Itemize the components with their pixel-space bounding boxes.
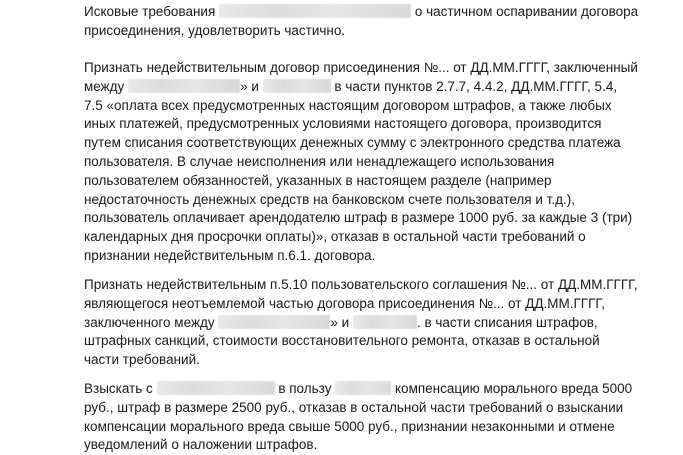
text-line: иных платежей, предусмотренных условиями настоящего договора, производится (84, 116, 602, 132)
text-fragment: заключенного между (84, 314, 215, 330)
text-line: пользователь оплачивает арендодателю штраф в размере 1000 руб. за каждые 3 (три) (84, 210, 633, 226)
text-line: Признать недействительным договор присоединения №... от ДД.ММ.ГГГГ, заключенный (84, 60, 638, 75)
text-line: части требований. (84, 352, 200, 368)
paragraph-user-agreement-invalid (84, 276, 638, 370)
text-line: пользователя. В случае неисполнения или ненадлежащего использования (84, 153, 555, 169)
text-line: календарных дня просрочки оплаты)», отказав в остальной части требований о (84, 229, 586, 245)
text-line: путем списания соответствующих денежных сумму с электронного средства платежа (84, 135, 621, 151)
text-line: Признать недействительным п.5.10 пользовательского соглашения №... от ДД.ММ.ГГГГ, (84, 277, 638, 292)
redacted-name (219, 4, 411, 18)
redacted-name (353, 315, 417, 329)
text-line: являющегося неотъемлемой частью договора присоединения №... от ДД.ММ.ГГГГ, (84, 295, 605, 311)
text-line: 7.5 «оплата всех предусмотренных настоящим договором штрафов, а также любых (84, 97, 612, 113)
text-fragment: . в части списания штрафов, (416, 314, 598, 330)
redacted-name (157, 381, 275, 395)
text-fragment: » и (240, 78, 259, 94)
paragraph-contract-invalid (84, 59, 638, 266)
redacted-name (218, 315, 330, 329)
text-line: штрафных санкций, стоимости восстановительного ремонта, отказав в остальной (84, 333, 600, 349)
text-line: присоединения, удовлетворить частично. (84, 22, 346, 38)
text-fragment: Исковые требования (84, 4, 216, 19)
text-line: пользователем обязанностей, указанных в настоящем разделе (например (84, 172, 552, 188)
text-line: компенсации морального вреда свыше 5000 руб., признании незаконными и отмене (84, 418, 615, 434)
text-fragment: Взыскать с (84, 381, 153, 396)
text-fragment: между (84, 78, 125, 94)
text-fragment: о частичном оспаривании договора (414, 4, 639, 19)
paragraph-compensation (84, 380, 632, 455)
text-line: руб., штраф в размере 2500 руб., отказав в остальной части требований о взыскании (84, 399, 624, 415)
redacted-name (128, 79, 240, 93)
text-fragment: » и (330, 314, 350, 330)
paragraph-claims-partial (84, 3, 638, 41)
text-line (84, 380, 632, 399)
text-fragment: в части пунктов 2.7.7, 4.4.2, ДД.ММ.ГГГГ, 5.4, (334, 78, 618, 94)
text-line: недостаточность денежных средств на банковском счете пользователя и т.д.), (84, 191, 575, 207)
text-line (84, 78, 638, 97)
text-line (84, 3, 638, 22)
text-line (84, 314, 638, 333)
text-line: признании недействительным п.6.1. договора. (84, 247, 376, 263)
text-line: уведомлений о наложении штрафов. (84, 437, 318, 453)
redacted-name (263, 79, 331, 93)
redacted-name (335, 381, 391, 395)
text-fragment: в пользу (278, 381, 332, 396)
text-fragment: компенсацию морального вреда 5000 (395, 381, 633, 396)
